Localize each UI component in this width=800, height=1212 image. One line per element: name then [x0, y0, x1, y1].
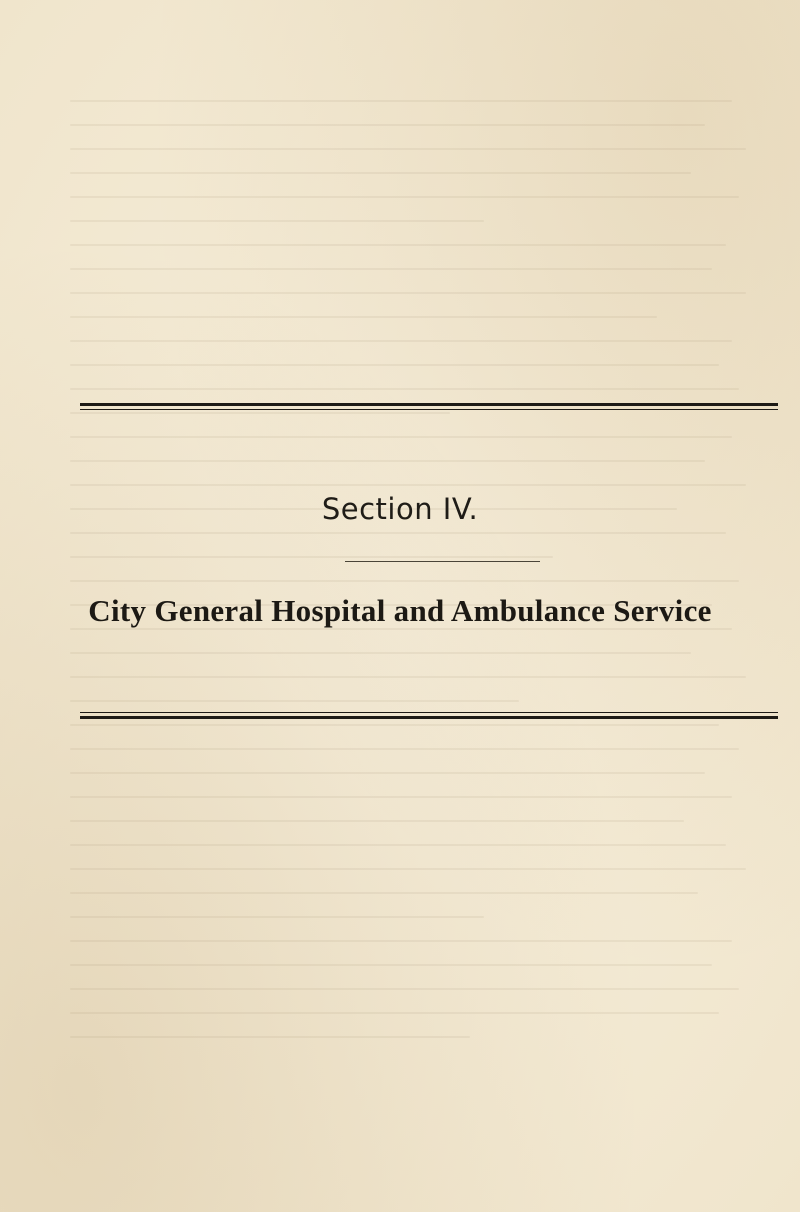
top-rule-thin	[80, 409, 778, 410]
section-title: City General Hospital and Ambulance Service	[88, 593, 712, 628]
bottom-rule-thin	[80, 712, 778, 713]
center-rule	[345, 561, 540, 562]
bottom-rule-thick	[80, 716, 778, 719]
top-rule-thick	[80, 403, 778, 406]
section-label: Section IV.	[321, 492, 479, 526]
